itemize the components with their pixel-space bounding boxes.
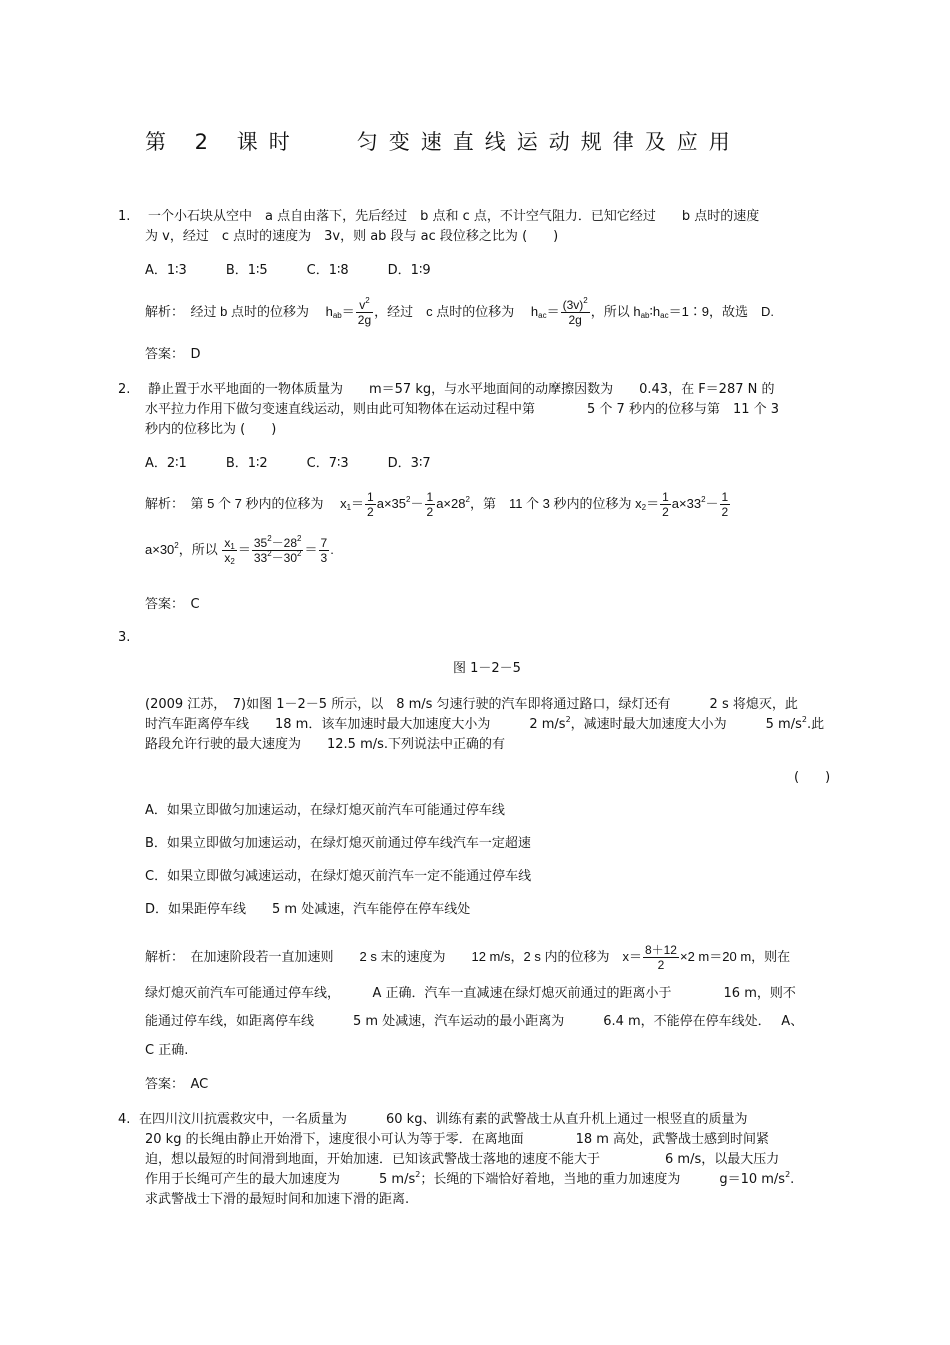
lesson-number: 第 2 课时 [145,130,301,154]
q2-number: 2. [118,382,131,397]
q2-text-line2: 水平拉力作用下做匀变速直线运动，则由此可知物体在运动过程中第 5 个 7 秒内的位移与第 11 个 3 [145,402,780,417]
q1-text-line2: 为 v，经过 c 点时的速度为 3v，则 ab 段与 ac 段位移之比为 ( ) [145,229,559,244]
q4-text-line1: 在四川汶川抗震救灾中，一名质量为 60 kg、训练有素的武警战士从直升机上通过一根竖直的质量为 [139,1112,748,1127]
q3-option-b: B．如果立即做匀加速运动，在绿灯熄灭前通过停车线汽车一定超速 [145,836,531,851]
q2-text-line1: 静止置于水平地面的一物体质量为 m＝57 kg，与水平地面间的动摩擦因数为 0.43，在 F＝287 N 的 [148,382,775,397]
q4-text-line3: 迫，想以最短的时间滑到地面，开始加速．已知该武警战士落地的速度不能大于 6 m/s，以最大压力 [145,1152,780,1167]
q2-solution-line2: $a\times 30^2$，所以 $\frac{x_1}{x_2}$ ＝ $\frac{35^2-28^2}{33^2-30^2}$ ＝ $\frac{7}{3}$ . [145,534,334,567]
q1-fraction-hab: $\frac{v^2}{2g}$ [357,296,372,328]
q2-options: A．2∶1 B．1∶2 C．7∶3 D．3∶7 [145,456,431,471]
q2-fraction-x1-x2: $\frac{x_1}{x_2}$ [224,536,235,567]
q3-option-a: A．如果立即做匀加速运动，在绿灯熄灭前汽车可能通过停车线 [145,803,505,818]
page-title [145,126,741,156]
q3-fraction: $\frac{8+12}{2}$ [644,943,677,973]
q3-text-line2: 时汽车距离停车线 18 m．该车加速时最大加速度大小为 2 $m/s^2$，减速时最大加速度大小为 5 $m/s^2$.此 [145,715,825,732]
q1-answer: 答案： D [145,347,201,362]
q4-text-line5: 求武警战士下滑的最短时间和加速下滑的距离. [145,1192,410,1207]
q1-text-line1: 一个小石块从空中 a 点自由落下，先后经过 b 点和 c 点，不计空气阻力．已知它经过 b 点时的速度 [148,209,760,224]
q3-solution-line2: 绿灯熄灭前汽车可能通过停车线， A 正确．汽车一直减速在绿灯熄灭前通过的距离小于 16 m，则不 [145,986,796,1001]
q3-answer: 答案： AC [145,1077,209,1092]
q3-option-d: D．如果距停车线 5 m 处减速，汽车能停在停车线处 [145,902,471,917]
q3-figure-caption: 图 1－2－5 [453,661,521,676]
q3-option-c: C．如果立即做匀减速运动，在绿灯熄灭前汽车一定不能通过停车线 [145,869,532,884]
q2-solution-line1: 解析： 第 5 个 7 秒内的位移为 $x_1=$ $\frac{1}{2}$ $a\times 35^2-$ $\frac{1}{2}$ $a\times 28^2$，第 11 个 3 秒内的位移为 $x_2=$ $\frac{1}{2}$ $a\times 33^2-$ $\frac{1}{2}$ [145,490,729,520]
q3-solution-line1: 解析： 在加速阶段若一直加速则 2 s 末的速度为 12 m/s，2 s 内的位移为 x＝ $\frac{8+12}{2}$ ×2 m＝20 m，则在 [145,943,791,973]
q1-fraction-hac: $\frac{(3v)^2}{2g}$ [562,296,588,328]
q2-text-line3: 秒内的位移比为 ( ) [145,422,277,437]
q3-number: 3. [118,630,131,645]
q4-number: 4. [118,1112,131,1127]
q3-answer-blank: ( ) [794,770,831,785]
q4-text-line2: 20 kg 的长绳由静止开始滑下，速度很小可认为等于零．在离地面 18 m 高处，武警战士感到时间紧 [145,1132,770,1147]
q2-answer: 答案： C [145,597,200,612]
q3-solution-line3: 能通过停车线，如距离停车线 5 m 处减速，汽车运动的最小距离为 6.4 m，不能停在停车线处． A、 [145,1014,804,1029]
q4-text-line4: 作用于长绳可产生的最大加速度为 5 $m/s^2$；长绳的下端恰好着地，当地的重力加速度为 g＝10 $m/s^2$. [145,1170,795,1187]
q3-text-line1: (2009 江苏， 7)如图 1－2－5 所示，以 8 m/s 匀速行驶的汽车即将通过路口，绿灯还有 2 s 将熄灭，此 [145,697,798,712]
q1-solution: 解析： 经过 b 点时的位移为 $h_{ab}=$ $\frac{v^2}{2g}$ ，经过 c 点时的位移为 $h_{ac}=$ $\frac{(3v)^2}{2g}$ ，所以 $h_{ab}∶h_{ac}=1∶9$，故选 D. [145,296,775,328]
lesson-topic: 匀变速直线运动规律及应用 [356,130,741,154]
q1-number: 1. [118,209,131,224]
q3-text-line3: 路段允许行驶的最大速度为 12.5 m/s.下列说法中正确的有 [145,737,506,752]
q1-options: A．1∶3 B．1∶5 C．1∶8 D．1∶9 [145,263,431,278]
q2-fraction-main: $\frac{35^2-28^2}{33^2-30^2}$ [253,534,302,566]
q3-solution-line4: C 正确. [145,1043,189,1058]
